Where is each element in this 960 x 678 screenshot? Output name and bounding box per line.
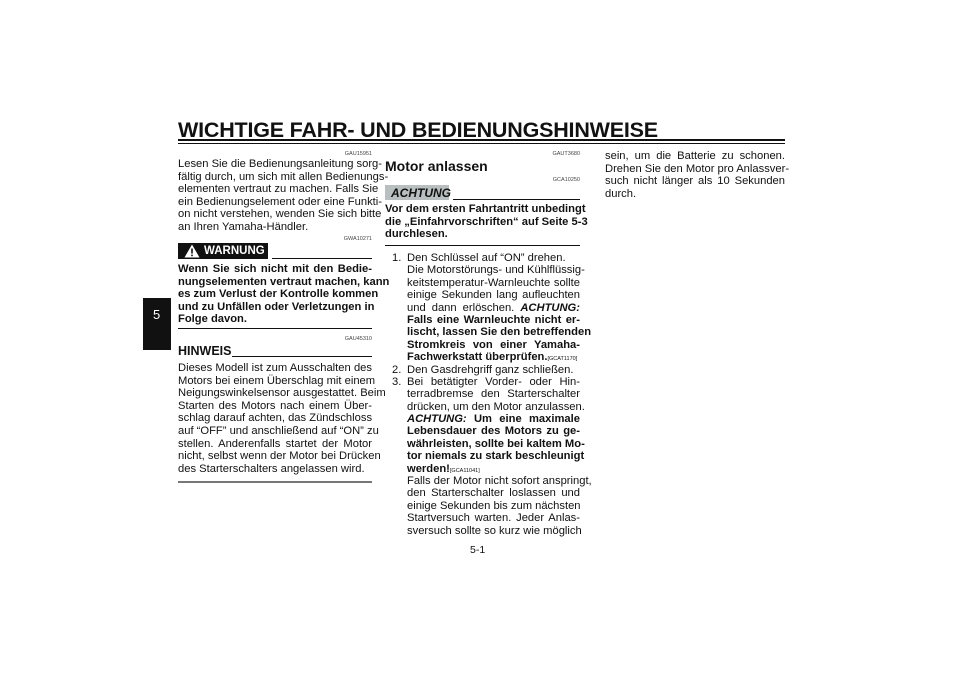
caution-label: ACHTUNG <box>391 186 451 200</box>
text-line <box>407 475 592 488</box>
text-segment: Bei betätigter Vorder- oder Hin- <box>407 375 580 388</box>
ref-code: GAU15951 <box>344 151 372 157</box>
text-line <box>407 252 580 264</box>
text-line <box>407 487 580 499</box>
text-line: des Starterschalters angelassen wird. <box>178 462 365 475</box>
step-number: 2. <box>392 363 402 376</box>
text-line: es zum Verlust der Kontrolle kommen <box>178 288 379 301</box>
text-line <box>407 450 585 463</box>
text-line <box>407 400 585 413</box>
divider <box>453 199 580 200</box>
text-segment: Um eine maximale <box>473 413 580 426</box>
text-segment: sversuch sollte so kurz wie möglich <box>407 524 582 537</box>
text-line: Starten des Motors nach einem Über- <box>178 399 372 412</box>
chapter-tab <box>143 298 171 350</box>
text-segment: werden! <box>407 462 450 475</box>
text-segment: und dann erlöschen. <box>407 301 521 314</box>
text-line <box>407 302 580 314</box>
text-segment: Fachwerkstatt überprüfen. <box>407 351 548 364</box>
text-line: an Ihren Yamaha-Händler. <box>178 220 309 233</box>
text-line <box>407 326 592 339</box>
caution-badge <box>385 185 449 200</box>
ref-code: GCA10250 <box>552 177 580 183</box>
page-title: WICHTIGE FAHR- UND BEDIENUNGSHINWEISE <box>178 118 658 142</box>
text-line: und zu Unfällen oder Verletzungen in <box>178 300 375 313</box>
text-line <box>407 425 580 437</box>
text-segment: ACHTUNG: <box>520 301 580 314</box>
text-line: nungselementen vertraut machen, kann <box>178 275 390 288</box>
text-line <box>407 376 580 388</box>
text-line <box>407 413 580 425</box>
text-segment: Falls der Motor nicht sofort anspringt, <box>407 475 592 488</box>
ref-code: GWA10271 <box>343 236 372 242</box>
text-line: nicht, selbst wenn der Motor bei Drücken <box>178 450 381 463</box>
text-line: durch. <box>605 187 637 200</box>
text-line: fältig durch, um sich mit allen Bedienungs- <box>178 170 389 183</box>
text-line: on nicht verstehen, wenden Sie sich bitte <box>178 208 382 221</box>
ref-code: GAU45310 <box>344 336 372 342</box>
text-line <box>407 264 585 277</box>
text-line: schlag darauf achten, das Zündschloss <box>178 412 373 425</box>
text-segment: lischt, lassen Sie den betreffenden <box>407 326 592 339</box>
text-segment: [GCA11041] <box>449 467 480 474</box>
text-segment: drücken, um den Motor anzulassen. <box>407 400 585 413</box>
text-line <box>407 339 580 351</box>
text-segment: [GCAT1170] <box>547 356 578 363</box>
text-line <box>407 463 580 475</box>
text-line <box>407 364 580 376</box>
text-line: ein Bedienungselement oder eine Funkti- <box>178 195 382 208</box>
section-heading: Motor anlassen <box>385 158 488 174</box>
text-line: Vor dem ersten Fahrtantritt unbedingt <box>385 203 586 215</box>
text-segment: Stromkreis von einer Yamaha- <box>407 338 580 351</box>
text-line <box>407 277 580 289</box>
text-line <box>407 437 585 450</box>
divider <box>272 258 372 259</box>
text-segment: Lebensdauer des Motors zu ge- <box>407 425 580 438</box>
text-line <box>407 512 580 524</box>
page-number: 5-1 <box>470 544 486 556</box>
divider <box>178 328 372 329</box>
caution-text <box>385 203 588 241</box>
list-item <box>392 252 592 364</box>
chapter-number: 5 <box>153 307 161 322</box>
text-line: Dieses Modell ist zum Ausschalten des <box>178 362 372 374</box>
text-line: auf “OFF” und anschließend auf “ON” zu <box>178 424 379 437</box>
text-segment: einige Sekunden bis zum nächsten <box>407 499 581 512</box>
step-number: 3. <box>392 375 402 388</box>
warning-text <box>178 263 390 326</box>
text-segment: Startversuch warten. Jeder Anlas- <box>407 512 580 525</box>
text-segment: einige Sekunden lang aufleuchten <box>407 289 580 302</box>
ref-code: GAUT3680 <box>552 151 580 157</box>
text-segment: keitstemperatur-Warnleuchte sollte <box>407 276 580 289</box>
text-line: Neigungswinkelsensor ausgestattet. Beim <box>178 387 386 400</box>
text-segment: terradbremse den Starterschalter <box>407 388 580 401</box>
intro-paragraph <box>178 158 389 234</box>
text-line: stellen. Anderenfalls startet der Motor <box>178 437 372 450</box>
text-segment: Falls eine Warnleuchte nicht er- <box>407 313 580 326</box>
warning-label: WARNUNG <box>204 244 265 257</box>
text-line: such nicht länger als 10 Sekunden <box>605 175 785 188</box>
text-line <box>407 500 580 512</box>
text-line: die „Einfahrvorschriften“ auf Seite 5-3 <box>385 215 588 228</box>
text-line: Wenn Sie sich nicht mit den Bedie- <box>178 263 372 275</box>
warning-triangle-icon <box>184 244 200 258</box>
text-segment: ACHTUNG: <box>407 413 474 426</box>
text-line <box>407 388 580 400</box>
text-segment: Den Gasdrehgriff ganz schließen. <box>407 363 574 376</box>
warning-badge <box>178 243 268 259</box>
divider <box>232 356 372 357</box>
text-line: Folge davon. <box>178 313 247 326</box>
text-segment: währleisten, sollte bei kaltem Mo- <box>407 437 585 450</box>
text-segment: tor niemals zu stark beschleunigt <box>407 450 585 463</box>
divider <box>178 481 372 483</box>
text-segment: den Starterschalter loslassen und <box>407 487 580 500</box>
continued-paragraph <box>605 150 790 200</box>
list-item <box>392 364 580 376</box>
hinweis-text <box>178 362 386 475</box>
hinweis-heading: HINWEIS <box>178 344 232 358</box>
text-line: durchlesen. <box>385 228 448 241</box>
text-segment: Die Motorstörungs- und Kühlflüssig- <box>407 264 585 277</box>
step-number: 1. <box>392 252 402 264</box>
text-line: Motors bei einem Überschlag mit einem <box>178 374 376 387</box>
text-line <box>407 314 580 326</box>
text-line: elementen vertraut zu machen. Falls Sie <box>178 183 379 196</box>
divider <box>385 245 580 246</box>
text-line <box>407 351 580 363</box>
steps-list <box>392 252 592 537</box>
text-line <box>407 289 580 301</box>
text-line: sein, um die Batterie zu schonen. <box>605 150 785 162</box>
title-double-rule <box>178 139 785 144</box>
text-segment: Den Schlüssel auf “ON” drehen. <box>407 252 566 264</box>
text-line: Drehen Sie den Motor pro Anlassver- <box>605 162 790 175</box>
text-line: Lesen Sie die Bedienungsanleitung sorg- <box>178 158 383 170</box>
list-item <box>392 375 592 537</box>
text-line <box>407 525 580 537</box>
